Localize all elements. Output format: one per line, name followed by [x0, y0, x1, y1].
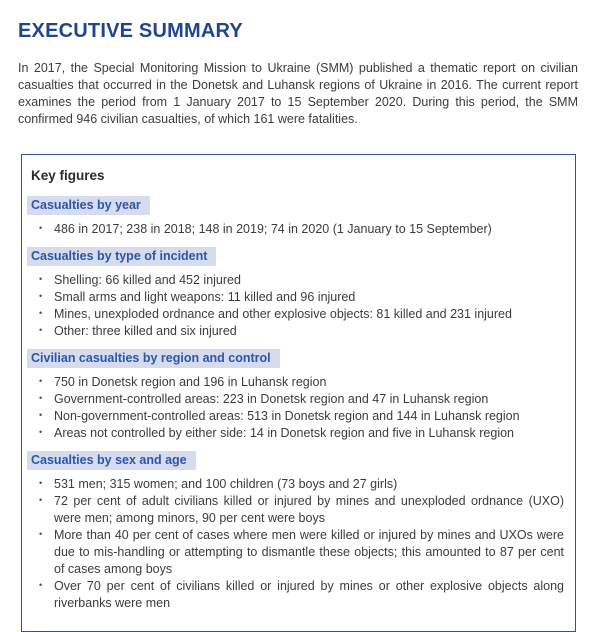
bullet-text: Mines, unexploded ordnance and other explosive objects: 81 killed and 231 injured	[54, 307, 512, 321]
section-heading: Casualties by year	[27, 196, 150, 215]
bullet-icon: •	[39, 376, 43, 386]
bullet-list	[31, 374, 565, 442]
bullet-text: Shelling: 66 killed and 452 injured	[54, 273, 241, 287]
bullet-icon: •	[39, 274, 43, 284]
bullet-item	[31, 323, 564, 340]
section-casualties-by-year	[31, 196, 565, 238]
bullet-item	[31, 527, 564, 578]
section-heading: Civilian casualties by region and control	[27, 349, 280, 368]
bullet-list	[31, 221, 565, 238]
bullet-text: Other: three killed and six injured	[54, 324, 237, 338]
section-heading: Casualties by sex and age	[27, 451, 196, 470]
bullet-icon: •	[39, 410, 43, 420]
section-casualties-by-sex-and-age	[31, 451, 565, 612]
bullet-icon: •	[39, 308, 43, 318]
bullet-item	[31, 408, 564, 425]
key-figures-box	[21, 154, 576, 632]
bullet-text: 750 in Donetsk region and 196 in Luhansk region	[54, 375, 327, 389]
bullet-icon: •	[39, 529, 43, 539]
bullet-icon: •	[39, 478, 43, 488]
bullet-icon: •	[39, 223, 43, 233]
section-heading: Casualties by type of incident	[27, 247, 216, 266]
section-heading-row	[31, 247, 565, 266]
bullet-text: More than 40 per cent of cases where men were killed or injured by mines and UXOs were due to mis-handling or attempting to dismantle these objects; this amounted to 87 per cent of cases among boys	[54, 528, 564, 576]
bullet-item	[31, 374, 564, 391]
bullet-text: Over 70 per cent of civilians killed or injured by mines or other explosive objects along riverbanks were men	[54, 579, 564, 610]
bullet-list	[31, 476, 565, 612]
bullet-icon: •	[39, 427, 43, 437]
bullet-item	[31, 425, 564, 442]
bullet-icon: •	[39, 291, 43, 301]
bullet-list	[31, 272, 565, 340]
bullet-item	[31, 289, 564, 306]
section-casualties-by-type-of-incident	[31, 247, 565, 340]
section-heading-row	[31, 349, 565, 368]
section-heading-row	[31, 451, 565, 470]
intro-paragraph: In 2017, the Special Monitoring Mission to Ukraine (SMM) published a thematic report on civilian casualties that occurred in the Donetsk and Luhansk regions of Ukraine in 2016. The current report examines the period from 1 January 2017 to 15 September 2020. During this period, the SMM confirmed 946 civilian casualties, of which 161 were fatalities.	[18, 61, 578, 126]
section-heading-row	[31, 196, 565, 215]
bullet-icon: •	[39, 325, 43, 335]
bullet-icon: •	[39, 495, 43, 505]
bullet-item	[31, 476, 564, 493]
bullet-text: Non-government-controlled areas: 513 in Donetsk region and 144 in Luhansk region	[54, 409, 520, 423]
bullet-item	[31, 272, 564, 289]
bullet-icon: •	[39, 580, 43, 590]
bullet-item	[31, 578, 564, 612]
page-title: EXECUTIVE SUMMARY	[18, 20, 243, 42]
bullet-text: Government-controlled areas: 223 in Donetsk region and 47 in Luhansk region	[54, 392, 489, 406]
key-figures-heading: Key figures	[31, 168, 105, 183]
bullet-item	[31, 221, 564, 238]
bullet-text: 72 per cent of adult civilians killed or injured by mines and unexploded ordnance (UXO) were men; among minors, 90 per cent were boys	[54, 494, 564, 525]
bullet-item	[31, 306, 564, 323]
section-civilian-casualties-by-region-and-control	[31, 349, 565, 442]
bullet-item	[31, 493, 564, 527]
bullet-item	[31, 391, 564, 408]
bullet-text: Areas not controlled by either side: 14 in Donetsk region and five in Luhansk region	[54, 426, 515, 440]
bullet-text: 486 in 2017; 238 in 2018; 148 in 2019; 74 in 2020 (1 January to 15 September)	[54, 222, 492, 236]
bullet-icon: •	[39, 393, 43, 403]
bullet-text: 531 men; 315 women; and 100 children (73 boys and 27 girls)	[54, 477, 398, 491]
bullet-text: Small arms and light weapons: 11 killed and 96 injured	[54, 290, 356, 304]
